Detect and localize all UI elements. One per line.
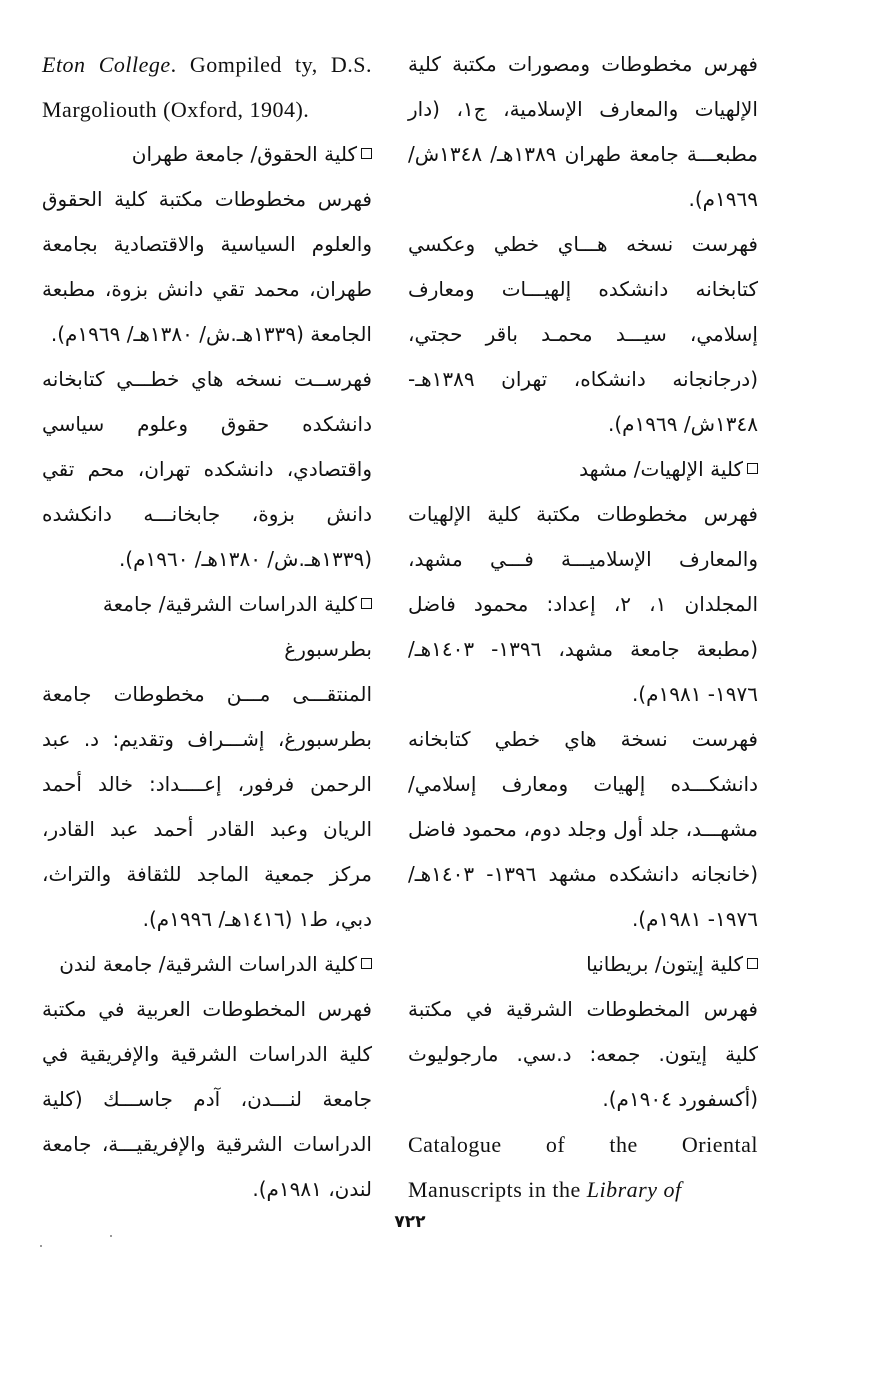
entry-oriental-london: فهرس المخطوطات العربية في مكتبة كلية الدراسات الشرقية والإفريقية في جامعة لنـــدن، آدم جاســـك (كلية الدراسات الشرقية والإفريقيـــة، جامعة لندن، ١٩٨١م). [42,997,372,1201]
entry-elahiyat-mashhad-arabic: فهرس مخطوطات مكتبة كلية الإلهيات والمعارف الإسلاميـــة فـــي مشهد، المجلدان ١، ٢، إعداد: محمود فاضل (مطبعة جامعة مشهد، ١٣٩٦- ١٤٠٣هـ/ ١٩٧٦- ١٩٨١م). [408,502,759,706]
section-heading-text: كلية الدراسات الشرقية/ جامعة بطرسبورغ [102,592,372,661]
square-bullet-icon [361,598,372,609]
entry-text: Catalogue of the Oriental Manuscripts in the [408,1132,758,1202]
section-heading-eton-college [408,942,758,987]
entry-italic-text: Library of [586,1177,682,1202]
entry-elahiyat-mashhad-persian: فهرست نسخة هاي خطي كتابخانه دانشكـــده إلهيات ومعارف إسلامي/ مشهـــد، جلد أول وجلد دوم، محمود فاضل (خانجانه دانشكده مشهد ١٣٩٦- ١٤٠٣هـ/ ١٩٧٦- ١٩٨١م). [408,727,759,931]
section-heading-text: كلية إيتون/ بريطانيا [586,952,743,976]
scan-speck [110,1235,112,1237]
entry-eton-english-end [42,42,372,132]
entry-law-tehran-arabic: فهرس مخطوطات مكتبة كلية الحقوق والعلوم السياسية والاقتصادية بجامعة طهران، محمد تقي دانش بزوة، مطبعة الجامعة (١٣٣٩هـ.ش/ ١٣٨٠هـ/ ١٩٦٩م). [42,187,372,346]
entry-elahiyat-tehran-arabic: فهرس مخطوطات ومصورات مكتبة كلية الإلهيات والمعارف الإسلامية، ج١، (دار مطبعـــة جامعة طهران ١٣٨٩هـ/ ١٣٤٨ش/ ١٩٦٩م). [408,52,758,211]
entry-law-tehran-persian: فهرســت نسخه هاي خطـــي كتابخانه دانشكده حقوق وعلوم سياسي واقتصادي، دانشكده تهران، محم تقي دانش بزوة، جابخانـــه دانكشده (١٣٣٩هـ.ش/ ١٣٨٠هـ/ ١٩٦٠م). [42,367,372,571]
entry-oriental-petersburg: المنتقـــى مـــن مخطوطات جامعة بطرسبورغ، إشـــراف وتقديم: د. عبد الرحمن فرفور، إعــــداد: خالد أحمد الريان وعبد القادر أحمد عبد القادر، مركز جمعية الماجد للثقافة والتراث، دبي، ط١ (١٤١٦هـ/ ١٩٩٦م). [42,682,372,931]
entry-elahiyat-tehran-persian: فهرست نسخه هـــاي خطي وعكسي كتابخانه دانشكده إلهيـــات ومعارف إسلامي، سيـــد محمـد باقر حجتي، (درجانجانه دانشكاه، تهران ١٣٨٩هـ- ١٣٤٨ش/ ١٩٦٩م). [408,232,758,436]
entry-text: . Gompiled ty, D.S. Margoliouth (Oxford, 1904). [42,52,373,122]
square-bullet-icon [361,958,372,969]
right-column [408,42,758,1212]
section-heading-oriental-petersburg [42,582,372,672]
scan-speck [40,1245,42,1247]
square-bullet-icon [747,463,758,474]
entry-eton-english-start [408,1122,758,1212]
section-heading-text: كلية الدراسات الشرقية/ جامعة لندن [59,952,357,976]
left-column [42,42,372,1212]
section-heading-oriental-london [42,942,372,987]
section-heading-text: كلية الحقوق/ جامعة طهران [131,142,357,166]
square-bullet-icon [361,148,372,159]
entry-italic-text: Eton College [42,52,171,77]
section-heading-elahiyat-mashhad [408,447,758,492]
section-heading-text: كلية الإلهيات/ مشهد [579,457,743,481]
square-bullet-icon [747,958,758,969]
page-number: ٧٢٢ [394,1212,426,1232]
section-heading-law-tehran [42,132,372,177]
entry-eton-arabic: فهرس المخطوطات الشرقية في مكتبة كلية إيتون. جمعه: د.سي. مارجوليوث (أكسفورد ١٩٠٤م). [408,997,758,1111]
